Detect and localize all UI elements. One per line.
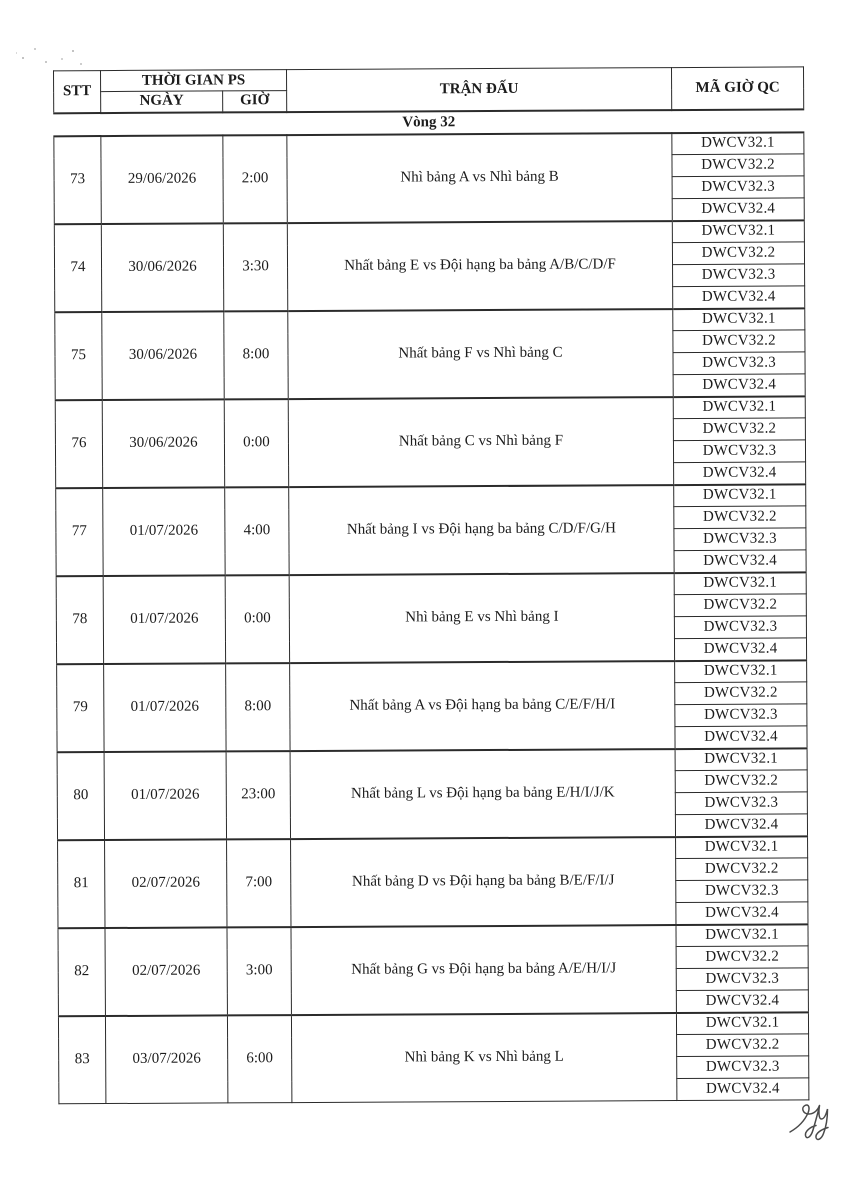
date-cell: 29/06/2026 xyxy=(101,135,223,224)
ad-code-cell: DWCV32.2 xyxy=(672,154,804,177)
ad-code-cell: DWCV32.1 xyxy=(674,572,806,595)
match-cell: Nhất bảng L vs Đội hạng ba bảng E/H/I/J/K xyxy=(290,749,675,839)
ad-code-cell: DWCV32.3 xyxy=(675,704,807,727)
ad-code-cell: DWCV32.1 xyxy=(676,924,808,947)
ad-code-cell: DWCV32.1 xyxy=(676,1012,808,1035)
ad-code-cell: DWCV32.1 xyxy=(674,484,806,507)
match-cell: Nhất bảng I vs Đội hạng ba bảng C/D/F/G/H xyxy=(289,485,674,575)
date-cell: 02/07/2026 xyxy=(105,839,227,928)
ad-code-cell: DWCV32.2 xyxy=(677,1034,809,1057)
match-cell: Nhất bảng F vs Nhì bảng C xyxy=(288,309,673,399)
match-cell: Nhì bảng E vs Nhì bảng I xyxy=(289,573,674,663)
time-cell: 7:00 xyxy=(227,839,291,927)
ad-code-cell: DWCV32.1 xyxy=(675,660,807,683)
header-row-1 xyxy=(54,67,804,92)
ad-code-cell: DWCV32.4 xyxy=(674,550,806,573)
stt-cell: 83 xyxy=(58,1016,105,1104)
ad-code-cell: DWCV32.3 xyxy=(673,440,805,463)
ad-code-cell: DWCV32.3 xyxy=(675,792,807,815)
ad-code-cell: DWCV32.1 xyxy=(673,396,805,419)
match-cell: Nhất bảng D vs Đội hạng ba bảng B/E/F/I/J xyxy=(291,837,676,927)
time-cell: 3:00 xyxy=(227,927,291,1015)
date-cell: 30/06/2026 xyxy=(101,223,223,312)
time-cell: 8:00 xyxy=(224,311,288,399)
ad-code-cell: DWCV32.4 xyxy=(675,638,807,661)
ad-code-cell: DWCV32.2 xyxy=(673,330,805,353)
ad-code-cell: DWCV32.2 xyxy=(675,770,807,793)
ad-code-cell: DWCV32.2 xyxy=(675,682,807,705)
ad-code-cell: DWCV32.3 xyxy=(676,968,808,991)
stt-cell: 75 xyxy=(55,312,102,400)
ad-code-cell: DWCV32.4 xyxy=(676,902,808,925)
ad-code-cell: DWCV32.3 xyxy=(676,880,808,903)
column-header-time: GIỜ xyxy=(223,91,287,112)
ad-code-cell: DWCV32.1 xyxy=(676,836,808,859)
ad-code-cell: DWCV32.1 xyxy=(672,132,804,155)
date-cell: 01/07/2026 xyxy=(103,487,225,576)
ad-code-cell: DWCV32.3 xyxy=(674,616,806,639)
date-cell: 01/07/2026 xyxy=(104,751,226,840)
stt-cell: 81 xyxy=(58,840,105,928)
ad-code-cell: DWCV32.4 xyxy=(673,374,805,397)
match-cell: Nhất bảng A vs Đội hạng ba bảng C/E/F/H/I xyxy=(290,661,675,751)
time-cell: 6:00 xyxy=(227,1015,291,1103)
signature-mark xyxy=(788,1100,838,1146)
stt-cell: 79 xyxy=(57,664,104,752)
time-cell: 0:00 xyxy=(224,399,288,487)
stt-cell: 78 xyxy=(56,576,103,664)
match-cell: Nhì bảng K vs Nhì bảng L xyxy=(291,1013,676,1103)
date-cell: 30/06/2026 xyxy=(102,399,224,488)
time-cell: 8:00 xyxy=(226,663,290,751)
match-cell: Nhất bảng G vs Đội hạng ba bảng A/E/H/I/J xyxy=(291,925,676,1015)
ad-code-cell: DWCV32.4 xyxy=(675,726,807,749)
stt-cell: 76 xyxy=(55,400,102,488)
ad-code-cell: DWCV32.3 xyxy=(677,1056,809,1079)
ad-code-cell: DWCV32.4 xyxy=(676,990,808,1013)
time-cell: 23:00 xyxy=(226,751,290,839)
document-sheet xyxy=(53,66,808,1104)
ad-code-cell: DWCV32.4 xyxy=(677,1078,809,1101)
time-cell: 2:00 xyxy=(223,135,287,223)
date-cell: 03/07/2026 xyxy=(105,1015,227,1104)
ad-code-cell: DWCV32.2 xyxy=(673,418,805,441)
ad-code-cell: DWCV32.4 xyxy=(672,198,804,221)
ad-code-cell: DWCV32.2 xyxy=(674,594,806,617)
section-label: Vòng 32 xyxy=(54,109,804,136)
ad-code-cell: DWCV32.4 xyxy=(675,814,807,837)
date-cell: 02/07/2026 xyxy=(105,927,227,1016)
column-header-match: TRẬN ĐẤU xyxy=(287,68,672,112)
ad-code-cell: DWCV32.1 xyxy=(673,308,805,331)
ad-code-cell: DWCV32.2 xyxy=(674,506,806,529)
ad-code-cell: DWCV32.1 xyxy=(672,220,804,243)
date-cell: 30/06/2026 xyxy=(102,311,224,400)
time-cell: 0:00 xyxy=(225,575,289,663)
ad-code-cell: DWCV32.4 xyxy=(673,286,805,309)
match-cell: Nhất bảng C vs Nhì bảng F xyxy=(288,397,673,487)
date-cell: 01/07/2026 xyxy=(104,663,226,752)
column-header-time-group: THỜI GIAN PS xyxy=(101,70,287,92)
stt-cell: 80 xyxy=(57,752,104,840)
ad-code-cell: DWCV32.3 xyxy=(674,528,806,551)
ad-code-cell: DWCV32.3 xyxy=(673,264,805,287)
ad-code-cell: DWCV32.2 xyxy=(672,242,804,265)
date-cell: 01/07/2026 xyxy=(103,575,225,664)
ad-code-cell: DWCV32.2 xyxy=(676,946,808,969)
ad-code-cell: DWCV32.3 xyxy=(672,176,804,199)
match-cell: Nhì bảng A vs Nhì bảng B xyxy=(287,133,672,223)
column-header-stt: STT xyxy=(54,71,101,113)
ad-code-cell: DWCV32.3 xyxy=(673,352,805,375)
ad-code-cell: DWCV32.2 xyxy=(676,858,808,881)
time-cell: 3:30 xyxy=(223,223,287,311)
stt-cell: 82 xyxy=(58,928,105,1016)
column-header-date: NGÀY xyxy=(101,91,223,113)
match-rows-body xyxy=(54,132,809,1104)
match-cell: Nhất bảng E vs Đội hạng ba bảng A/B/C/D/F xyxy=(287,221,672,311)
ad-code-cell: DWCV32.1 xyxy=(675,748,807,771)
column-header-ad-code: MÃ GIỜ QC xyxy=(672,67,804,110)
stt-cell: 74 xyxy=(54,224,101,312)
time-cell: 4:00 xyxy=(225,487,289,575)
ad-code-cell: DWCV32.4 xyxy=(674,462,806,485)
stt-cell: 77 xyxy=(56,488,103,576)
match-schedule-table xyxy=(53,66,809,1104)
stt-cell: 73 xyxy=(54,136,101,224)
